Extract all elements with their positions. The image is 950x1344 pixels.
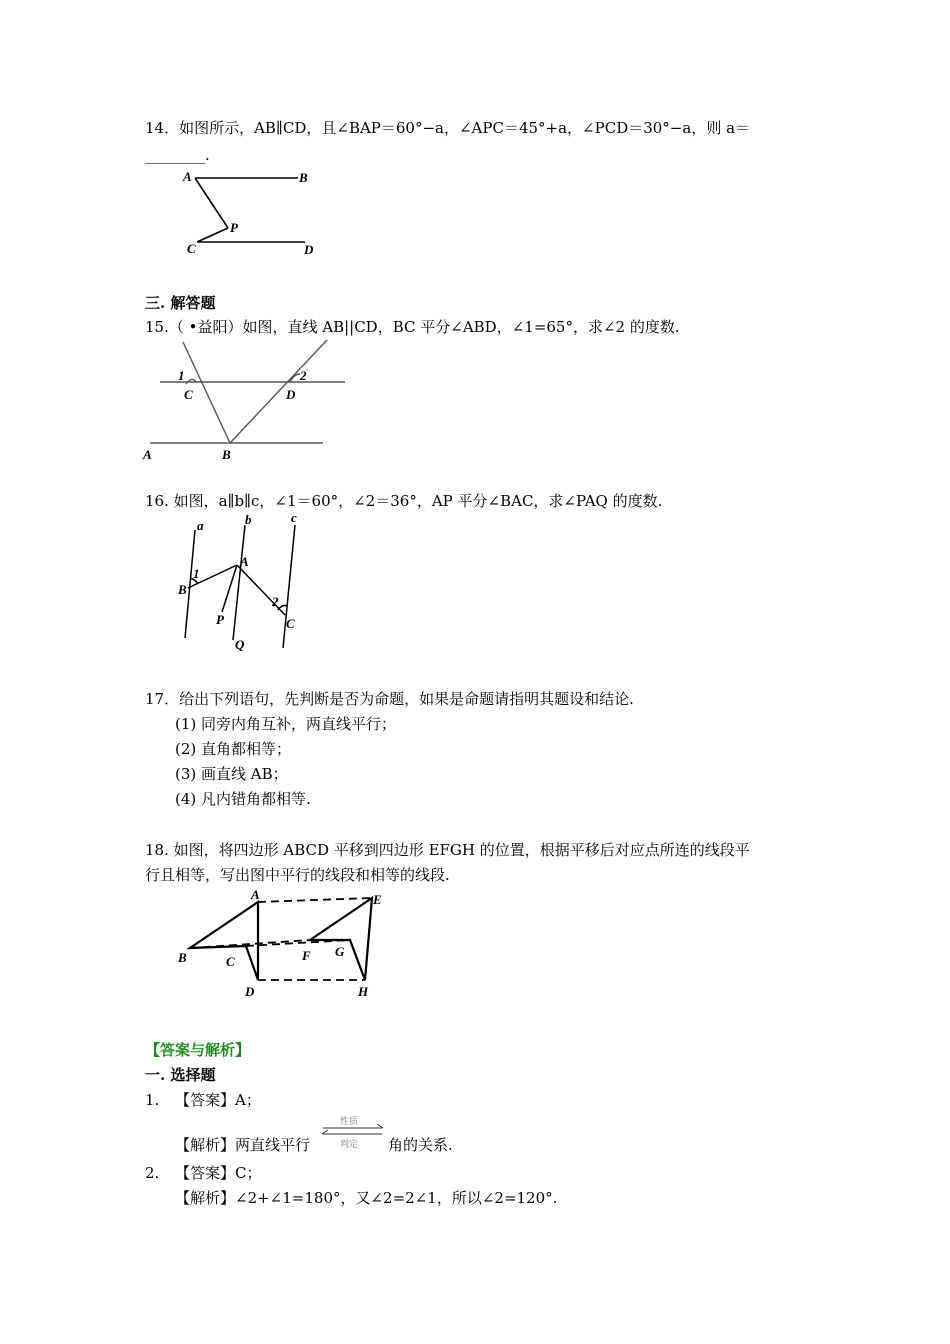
- q17-item: (1) 同旁内角互补，两直线平行；: [175, 715, 397, 733]
- fig16-label-a: a: [197, 518, 204, 533]
- arrow-label-bottom: 判定: [340, 1140, 359, 1150]
- fig16-label-b: b: [245, 512, 252, 527]
- fig14-label-p: P: [230, 220, 238, 235]
- fig14-label-c: C: [187, 241, 196, 256]
- fig15-label-a: A: [143, 447, 152, 462]
- section-heading: 三. 解答题: [145, 294, 216, 312]
- analysis-2: 【解析】∠2+∠1=180°，又∠2=2∠1，所以∠2=120°.: [175, 1189, 558, 1207]
- fig16-label-1: 1: [193, 566, 200, 581]
- fig18-label-D: D: [245, 984, 255, 999]
- fig14-label-b: B: [299, 170, 308, 185]
- answers-title: 【答案与解析】: [145, 1041, 251, 1059]
- answer-2-number: 2.: [145, 1164, 160, 1182]
- fig16-label-B: B: [178, 582, 187, 597]
- answer-2: 【答案】C；: [175, 1164, 262, 1182]
- question-17: 17．给出下列语句，先判断是否为命题，如果是命题请指明其题设和结论.: [145, 690, 634, 708]
- fig18-label-B: B: [178, 950, 187, 965]
- answer-blank: ________.: [145, 146, 210, 164]
- figure-16: [185, 525, 295, 648]
- figure-14: [195, 178, 305, 242]
- question-14: 14．如图所示，AB∥CD，且∠BAP＝60°−a，∠APC＝45°+a，∠PCD＝30°−a，则 a＝: [145, 119, 751, 137]
- question-16: 16. 如图，a∥b∥c，∠1＝60°，∠2＝36°，AP 平分∠BAC，求∠PAQ 的度数.: [145, 492, 663, 510]
- fig15-label-2: 2: [300, 368, 307, 383]
- fig15-label-b: B: [222, 447, 231, 462]
- figure-18: [190, 898, 372, 980]
- arrow-label-top: 性质: [340, 1117, 359, 1127]
- question-18-line2: 行且相等，写出图中平行的线段和相等的线段.: [145, 866, 450, 884]
- fig18-label-H: H: [358, 984, 369, 999]
- answers-section: 一. 选择题: [145, 1066, 216, 1084]
- fig16-label-A: A: [240, 554, 249, 569]
- fig18-label-E: E: [373, 892, 382, 907]
- analysis-1-pre: 【解析】两直线平行: [175, 1136, 311, 1154]
- fig15-label-c: C: [184, 387, 193, 402]
- question-18-line1: 18. 如图，将四边形 ABCD 平移到四边形 EFGH 的位置，根据平移后对应点所连的线段平: [145, 841, 750, 859]
- analysis-1-post: 角的关系.: [388, 1136, 453, 1154]
- fig16-label-P: P: [216, 612, 224, 627]
- question-15: 15.（ •益阳）如图，直线 AB||CD，BC 平分∠ABD，∠1=65°，求∠2 的度数.: [145, 318, 680, 336]
- figure-15: [150, 340, 345, 443]
- answer-1: 【答案】A；: [175, 1091, 261, 1109]
- q17-item: (3) 画直线 AB；: [175, 765, 288, 783]
- fig16-label-C: C: [286, 616, 295, 631]
- fig15-label-1: 1: [178, 368, 185, 383]
- fig14-label-d: D: [304, 242, 314, 257]
- fig18-label-A: A: [251, 887, 260, 902]
- answer-1-number: 1.: [145, 1091, 160, 1109]
- fig16-label-2: 2: [272, 594, 279, 609]
- fig14-label-a: A: [183, 169, 192, 184]
- fig15-label-d: D: [286, 387, 296, 402]
- q17-item: (4) 凡内错角都相等.: [175, 790, 311, 808]
- q17-item: (2) 直角都相等；: [175, 740, 292, 758]
- fig18-label-F: F: [302, 948, 311, 963]
- fig18-label-G: G: [335, 944, 345, 959]
- fig18-label-C: C: [226, 954, 235, 969]
- fig16-label-c: c: [291, 510, 297, 525]
- fig16-label-Q: Q: [235, 637, 245, 652]
